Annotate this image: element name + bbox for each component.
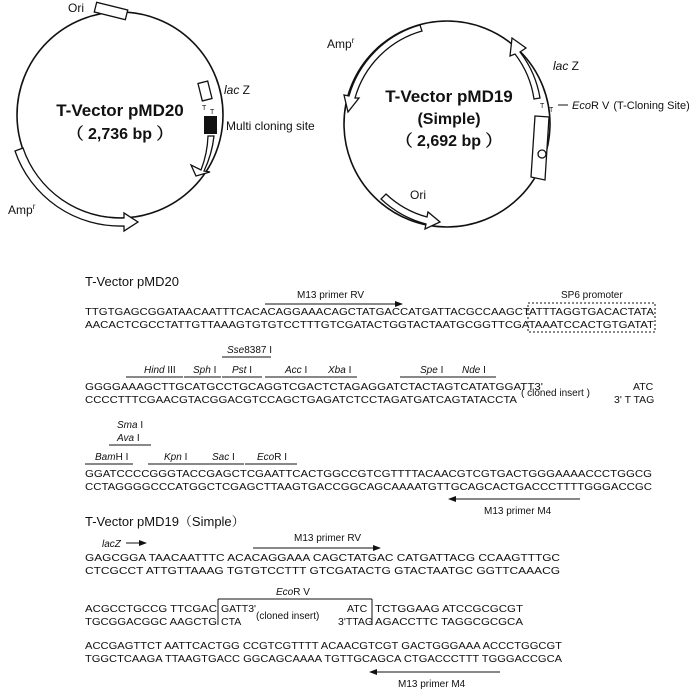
- pmd19-block3-bottom: TGGCTCAAGA TTAAGTGACC GGCAGCAAAA TGTTGCAGCA CTGACCCTTT TGGGACCGCA: [85, 653, 562, 665]
- pmd20-site-sse8387: Sse8387 I: [227, 345, 273, 356]
- pmd19-block1-top: GAGCGGA TAACAATTTC ACACAGGAAA CAGCTATGAC CATGATTACG CCAAGTTTGC: [85, 552, 561, 564]
- pmd19-block2-top-mid: GATT3': [221, 603, 257, 615]
- pmd20-block3-bottom: CCTAGGGGCCCATGGCTCGAGCTTAAGTGACCGGCAGCAAAATGTTGCAGCACTGACCCTTTTGGGACCGC: [85, 481, 653, 493]
- pmd19-block2-bottom-mid: CTA: [221, 616, 242, 628]
- pmd20-m13rv-label: M13 primer RV: [297, 290, 365, 301]
- pmd20-amp-label: Amp$^r$: [8, 202, 36, 217]
- pmd20-site-ndei: Nde I: [462, 365, 486, 376]
- pmd20-block2-bottom: CCCCTTTCGAACGTACGGACGTCCAGCTGAGATCTCCTAGATGATCAGTATACCTA: [85, 394, 517, 406]
- pmd20-insert-atc: ATC: [633, 381, 654, 393]
- pmd19-map-title: T-Vector pMD19: [385, 87, 513, 106]
- pmd20-cloned-insert: ( cloned insert ): [521, 388, 590, 399]
- sequence-panel-pmd19: [85, 514, 563, 690]
- pmd20-map-size: （ 2,736 bp ）: [67, 126, 173, 143]
- pmd19-lacz-label: lacZ: [102, 539, 121, 550]
- pmd19-block1-bottom: CTCGCCT ATTGTTAAAG TGTGTCCTTT GTCGATACTG GTACTAATGC GGTTCAAACG: [85, 565, 560, 577]
- pmd20-m13m4-label: M13 primer M4: [484, 506, 552, 517]
- pmd20-site-xbai: Xba I: [328, 365, 352, 376]
- pmd20-site-avai: Ava I: [117, 433, 140, 444]
- pmd19-block2-top-right: TCTGGAAG ATCCGCGCGT: [375, 603, 524, 615]
- pmd19-lacz-alpha-box: [531, 116, 549, 180]
- pmd19-block2-top-left: ACGCCTGCCG TTCGAC: [85, 603, 218, 615]
- sequence-panel-pmd20: [85, 274, 655, 517]
- pmd20-amp-arrow: [15, 148, 138, 231]
- pmd20-lacz-arrow: [191, 136, 214, 176]
- pmd19-block2-bottom-left: TGCGGACGGC AAGCTG: [85, 616, 217, 628]
- plasmid-map-pmd20: [8, 1, 315, 231]
- pmd19-t-mark-left: T: [540, 103, 545, 110]
- pmd20-block1-bottom: AACACTCGCCTATTGTTAAAGTGTGTCCTTTGTCGATACTGGTACTAATGCGGTTCGATAAATCCACTGTGATAT: [85, 319, 655, 331]
- pmd20-mcs-label: Multi cloning site: [226, 119, 315, 133]
- pmd20-site-acci: Acc I: [285, 365, 308, 376]
- pmd19-amp-label: Amp$^r$: [327, 36, 355, 51]
- pmd20-site-kpni: Kpn I: [164, 452, 188, 463]
- pmd20-seq-heading: T-Vector pMD20: [85, 274, 179, 289]
- pmd19-cloned-insert: (cloned insert): [256, 611, 320, 622]
- pmd20-site-saci: Sac I: [212, 452, 235, 463]
- pmd20-block3-top: GGATCCCCGGGTACCGAGCTCGAATTCACTGGCCGTCGTTTTACAACGTCGTGACTGGGAAAACCCTGGCG: [85, 468, 652, 480]
- pmd20-sp6-label: SP6 promoter: [561, 290, 623, 301]
- pmd19-map-subtitle: (Simple): [417, 111, 481, 128]
- pmd19-m13m4-label: M13 primer M4: [398, 679, 466, 690]
- pmd20-ori-box: [94, 2, 127, 19]
- plasmid-map-pmd19: [327, 21, 690, 229]
- pmd19-block3-top: ACCGAGTTCT AATTCACTGG CCGTCGTTTT ACAACGTCGT GACTGGGAAA ACCCTGGCGT: [85, 640, 563, 652]
- pmd19-promoter-circle: [538, 150, 546, 158]
- pmd20-ori-label: Ori: [68, 1, 84, 15]
- pmd20-site-sphi: Sph I: [193, 365, 217, 376]
- pmd20-site-smai: Sma I: [117, 420, 144, 431]
- pmd20-lacz-box: [198, 81, 212, 101]
- pmd20-t-mark-left: T: [202, 105, 207, 112]
- pmd19-block2-top-atc: ATC: [347, 603, 368, 615]
- pmd20-site-bamhi: BamH I: [95, 452, 129, 463]
- pmd20-t-mark-right: T: [210, 109, 215, 116]
- pmd19-ecorv-label: EcoR V (T-Cloning Site): [572, 100, 690, 112]
- pmd20-site-hindiii: Hind III: [144, 365, 176, 376]
- pmd20-site-psti: Pst I: [232, 365, 253, 376]
- pmd20-lacz-label: lac Z: [224, 83, 251, 97]
- pmd19-lacz-arrow: [510, 38, 540, 99]
- pmd20-site-ecori: EcoR I: [257, 452, 288, 463]
- pmd19-ori-label: Ori: [410, 188, 426, 202]
- pmd19-block2-bottom-right: AGACCTTC TAGGCGCGCA: [375, 616, 523, 628]
- pmd19-lacz-label: lac Z: [553, 59, 580, 73]
- pmd20-map-title: T-Vector pMD20: [56, 101, 184, 120]
- pmd19-seq-heading: T-Vector pMD19（Simple）: [85, 514, 245, 529]
- pmd20-site-spei: Spe I: [420, 365, 444, 376]
- pmd20-block2-top: GGGGAAAGCTTGCATGCCTGCAGGTCGACTCTAGAGGATCTACTAGTCATATGGATT3': [85, 381, 543, 393]
- pmd19-m13rv-label: M13 primer RV: [294, 533, 362, 544]
- pmd19-ecorv-site-label: EcoR V: [276, 587, 310, 598]
- pmd20-block1-top: TTGTGAGCGGATAACAATTTCACACAGGAAACAGCTATGACCATGATTACGCCAAGCTATTTAGGTGACACTATA: [85, 306, 654, 318]
- pmd20-insert-ttag: 3' T TAG: [614, 394, 655, 406]
- pmd19-map-size: （ 2,692 bp ）: [396, 133, 502, 150]
- pmd20-mcs-box: [204, 116, 217, 134]
- pmd19-t-mark-right: T: [549, 107, 554, 114]
- pmd19-block2-bottom-ttag: 3'TTAG: [338, 616, 374, 628]
